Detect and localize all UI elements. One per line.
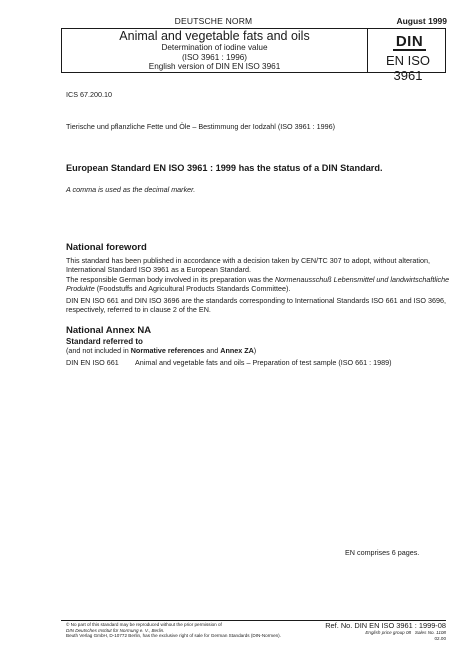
note-part-d: ) — [253, 346, 257, 355]
reference-number: Ref. No. DIN EN ISO 3961 : 1999-08 — [325, 621, 446, 630]
note-annex-za: Annex ZA — [220, 346, 254, 355]
edition-code: 02.00 — [434, 635, 446, 641]
committee-name: Normenausschuß Lebensmittel und landwirtschaftliche Produkte — [66, 275, 450, 294]
en-page-count: EN comprises 6 pages. — [345, 548, 420, 557]
foreword-p2-end: (Foodstuffs and Agricultural Products Standards Committee). — [94, 284, 291, 294]
copyright-line-3: Beuth Verlag GmbH, D-10772 Berlin, has the exclusive right of sale for German Standards (DIN-Normen). — [66, 633, 281, 639]
iso-reference: (ISO 3961 : 1996) — [181, 52, 248, 62]
comma-note: A comma is used as the decimal marker. — [66, 185, 196, 194]
referenced-standard-code: DIN EN ISO 661 — [66, 358, 119, 367]
copyright-line-2: DIN Deutsches Institut für Normung e. V., Berlin. — [66, 627, 165, 633]
document-title: Animal and vegetable fats and oils — [119, 29, 310, 43]
note-part-c: and — [204, 346, 221, 355]
top-line — [61, 16, 447, 28]
price-group: English price group 08 — [365, 630, 412, 635]
ics-code: ICS 67.200.10 — [66, 90, 112, 99]
title-block — [62, 30, 367, 72]
copyright-line-1: © No part of this standard may be reproduced without the prior permission of — [66, 622, 222, 627]
din-logo-text: DIN — [395, 33, 424, 50]
english-version: English version of DIN EN ISO 3961 — [148, 62, 281, 71]
german-title: Tierische und pflanzliche Fette und Öle – Bestimmung der Iodzahl (ISO 3961 : 1996) — [66, 122, 336, 131]
note-normative-references: Normative references — [130, 346, 205, 355]
din-logo — [393, 34, 426, 51]
title-divider — [367, 29, 368, 72]
norm-label: DEUTSCHE NORM — [174, 16, 253, 26]
foreword-paragraph-2 — [66, 275, 451, 293]
standard-referred-heading: Standard referred to — [66, 337, 143, 346]
referenced-standard-row — [66, 358, 451, 367]
publication-date: August 1999 — [396, 16, 447, 26]
standard-number: EN ISO 3961 — [385, 53, 431, 83]
national-foreword-heading: National foreword — [66, 242, 147, 253]
foreword-p2-start: The responsible German body involved in its preparation was the — [66, 275, 275, 284]
foreword-paragraph-1: This standard has been published in accordance with a decision taken by CEN/TC 307 to adopt, without alteration, International Standard ISO 3961 as a European Standard. — [66, 256, 430, 275]
referenced-standard-title: Animal and vegetable fats and oils – Preparation of test sample (ISO 661 : 1989) — [135, 358, 392, 367]
european-status: European Standard EN ISO 3961 : 1999 has the status of a DIN Standard. — [66, 163, 383, 173]
title-box — [61, 28, 446, 83]
national-annex-heading: National Annex NA — [66, 325, 152, 336]
note-part-a: (and not included in — [66, 346, 131, 355]
standard-referred-note — [66, 346, 256, 355]
copyright-notice — [66, 622, 316, 639]
sales-number: Sales No. 1108 — [414, 630, 446, 635]
foreword-paragraph-3: DIN EN ISO 661 and DIN ISO 3696 are the standards corresponding to International Standards ISO 661 and ISO 3696, respectively, referred to in clause 2 of the EN. — [66, 296, 446, 315]
footer-reference — [325, 622, 446, 641]
document-subtitle: Determination of iodine value — [161, 43, 268, 52]
